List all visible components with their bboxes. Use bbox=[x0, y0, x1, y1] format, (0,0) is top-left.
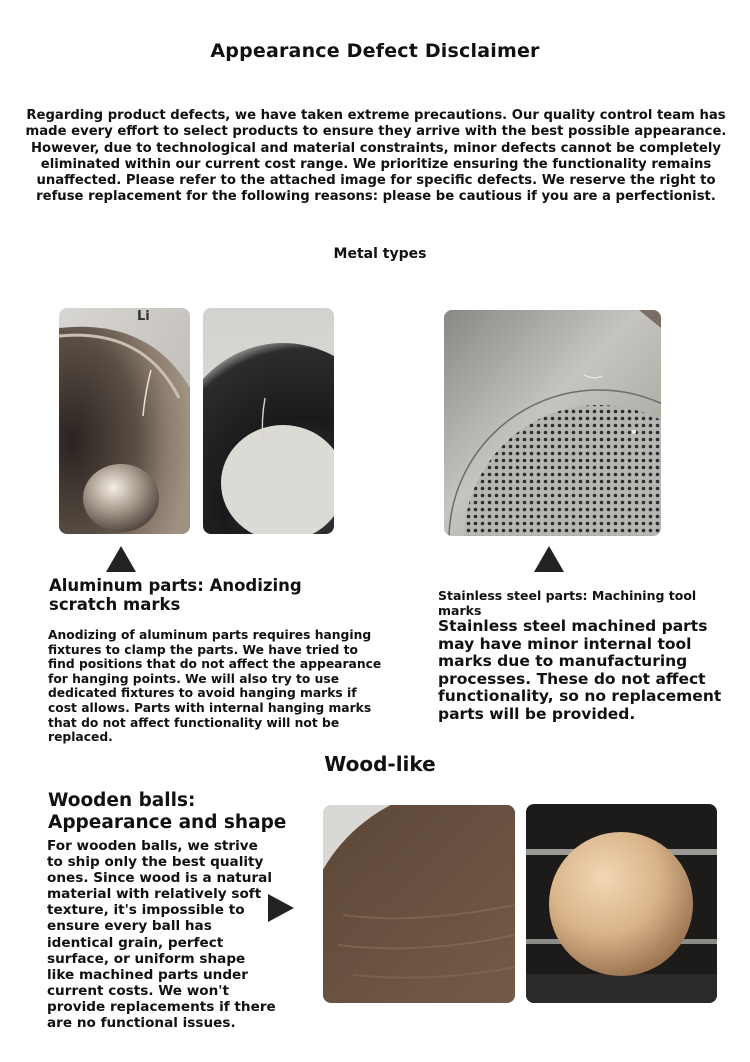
wood-section-heading: Wood-like bbox=[324, 752, 436, 776]
aluminum-description: Anodizing of aluminum parts requires hanging fixtures to clamp the parts. We have tried to find positions that do not affect the appearance for hanging points. We will also try to use dedicated fixtures to avoid hanging marks if cost allows. Parts with internal hanging marks that do not affect functionality will not be replaced. bbox=[48, 628, 382, 745]
arrow-up-icon bbox=[534, 546, 564, 572]
wood-photo-ball bbox=[526, 804, 717, 1003]
stainless-photo bbox=[444, 310, 661, 536]
arrow-up-icon bbox=[106, 546, 136, 572]
aluminum-title: Aluminum parts: Anodizing scratch marks bbox=[49, 576, 302, 614]
stainless-title: Stainless steel parts: Machining tool marks bbox=[438, 588, 697, 618]
stainless-description: Stainless steel machined parts may have minor internal tool marks due to manufacturing processes. These do not affect functionality, so no replacement parts will be provided. bbox=[438, 617, 722, 723]
aluminum-photo-label: Li bbox=[137, 309, 150, 324]
page-title: Appearance Defect Disclaimer bbox=[210, 40, 540, 62]
aluminum-photo-closeup bbox=[59, 308, 190, 534]
wood-photo-grain bbox=[323, 805, 515, 1003]
intro-paragraph: Regarding product defects, we have taken extreme precautions. Our quality control team has made every effort to select products to ensure they arrive with the best possible appearance. However, due to technological and material constraints, minor defects cannot be completely eliminated within our current cost range. We prioritize ensuring the functionality remains unaffected. Please refer to the attached image for specific defects. We reserve the right to refuse replacement for the following reasons: please be cautious if you are a perfectionist. bbox=[25, 108, 727, 205]
aluminum-photo-ring bbox=[203, 308, 334, 534]
metal-section-heading: Metal types bbox=[333, 246, 427, 262]
wood-description: For wooden balls, we strive to ship only the best quality ones. Since wood is a natural material with relatively soft texture, it's impossible to ensure every ball has identical grain, perfect surface, or uniform shape like machined parts under current costs. We won't provide replacements if there are no functional issues. bbox=[47, 838, 276, 1032]
arrow-right-icon bbox=[268, 894, 294, 922]
wood-title: Wooden balls: Appearance and shape bbox=[48, 790, 287, 833]
